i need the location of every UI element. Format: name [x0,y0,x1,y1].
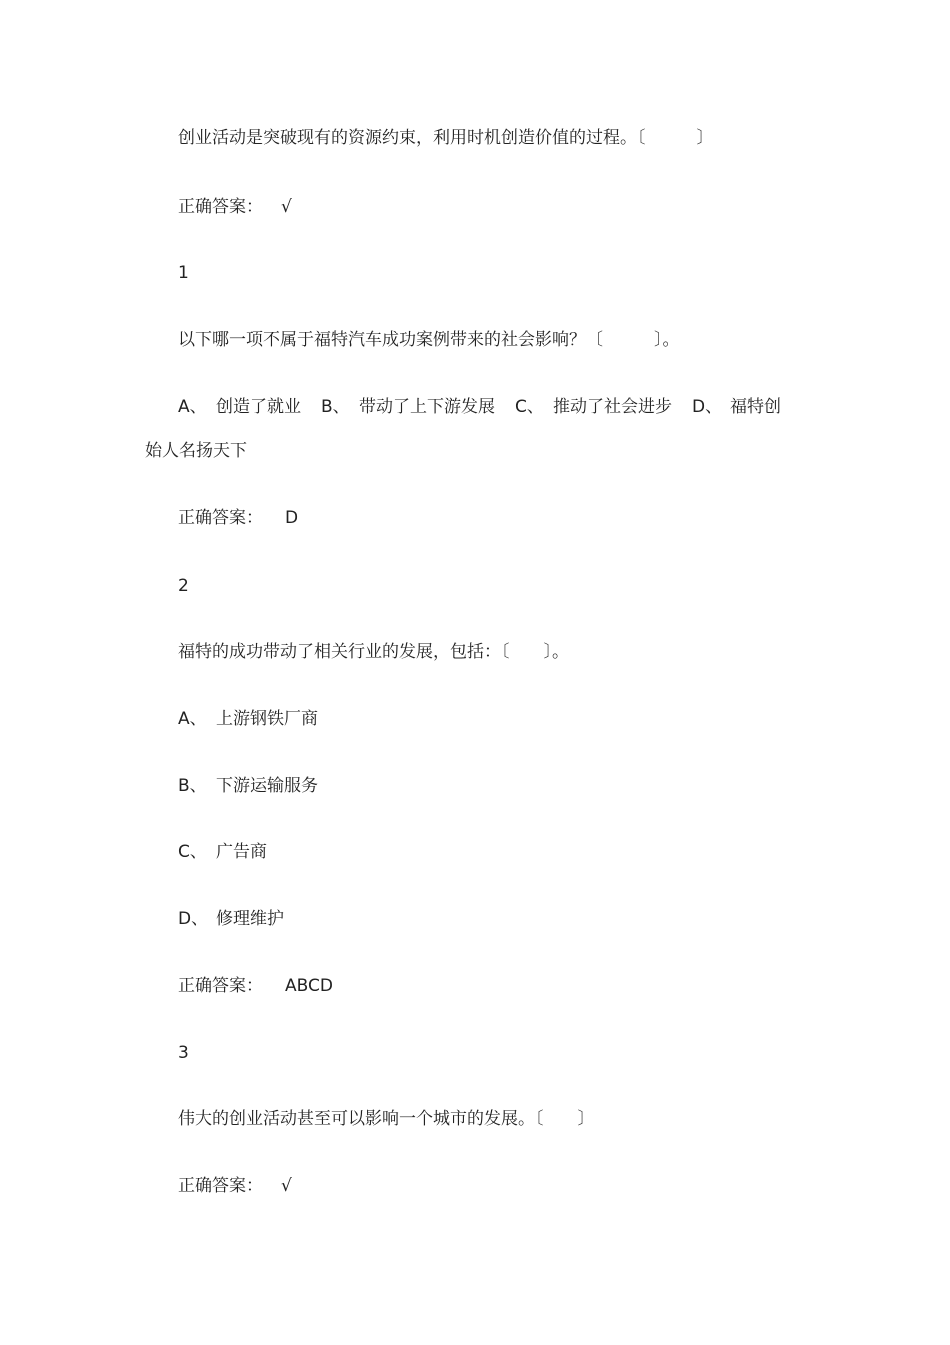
answer-label: 正确答案： [178,508,263,528]
option-c: C、 推动了社会进步 [515,397,672,417]
question-0-answer [178,196,292,218]
answer-label: 正确答案： [178,976,263,996]
question-3-answer [178,1175,292,1197]
option-b: B、 带动了上下游发展 [321,397,495,417]
question-1-number: 1 [178,263,189,283]
option-b: B、 下游运输服务 [178,776,318,796]
question-0-text: 创业活动是突破现有的资源约束，利用时机创造价值的过程。〔 〕 [178,128,714,148]
answer-value: √ [281,1176,292,1196]
question-2-number: 2 [178,576,189,596]
answer-value: ABCD [285,976,333,996]
answer-value: D [285,508,299,528]
question-1-text: 以下哪一项不属于福特汽车成功案例带来的社会影响？〔 〕。 [178,330,680,350]
option-d: D、 修理维护 [178,909,284,929]
question-2-text: 福特的成功带动了相关行业的发展，包括：〔 〕。 [178,642,569,662]
question-1-answer [178,507,298,529]
answer-label: 正确答案： [178,197,263,217]
answer-label: 正确答案： [178,1176,263,1196]
question-3-text: 伟大的创业活动甚至可以影响一个城市的发展。〔 〕 [178,1109,595,1129]
option-c: C、 广告商 [178,842,267,862]
option-d: D、 福特创 [692,397,781,417]
question-2-answer [178,975,333,997]
question-1-options [178,396,781,418]
question-3-number: 3 [178,1043,189,1063]
option-a: A、 创造了就业 [178,397,301,417]
question-1-option-continuation: 始人名扬天下 [145,441,247,461]
option-a: A、 上游钢铁厂商 [178,709,318,729]
answer-value: √ [281,197,292,217]
